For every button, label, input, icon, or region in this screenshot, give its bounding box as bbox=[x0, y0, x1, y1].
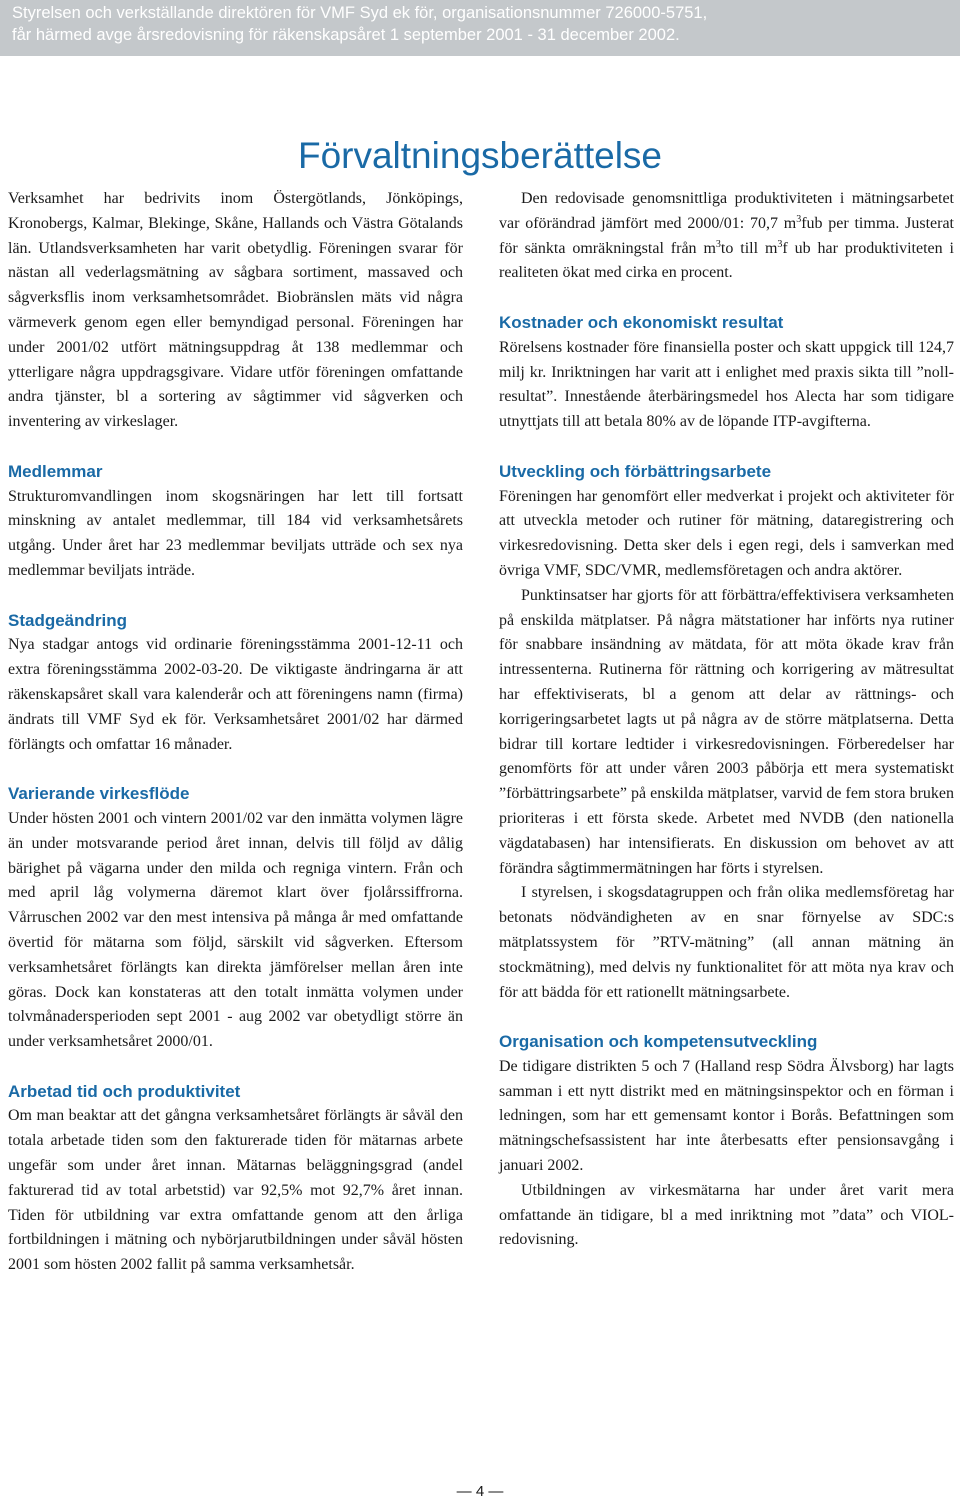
left-column bbox=[8, 187, 463, 1278]
paragraph-kostnader: Rörelsens kostnader före finansiella poster och skatt uppgick till 124,7 milj kr. Inriktningen har varit att i enlighet med praxis sikta till ”noll-resultat”. Innestående återbäringsmedel hos Alecta har som tidigare utnyttjats till att betala 80% av de löpande ITP-avgifterna. bbox=[499, 338, 954, 431]
heading-arbetad-tid: Arbetad tid och produktivitet bbox=[8, 1081, 241, 1101]
header-line-1: Styrelsen och verkställande direktören för VMF Syd ek för, organisationsnummer 726000-5751, bbox=[12, 4, 708, 22]
heading-medlemmar: Medlemmar bbox=[8, 461, 103, 481]
document-header bbox=[12, 2, 952, 46]
header-line-2: får härmed avge årsredovisning för räkenskapsåret 1 september 2001 - 31 december 2002. bbox=[12, 26, 680, 44]
paragraph-organisation-2: Utbildningen av virkesmätarna har under året varit mera omfattande än tidigare, bl a med inriktning mot ”data” och VIOL-redovisning. bbox=[499, 1181, 954, 1249]
heading-kostnader: Kostnader och ekonomiskt resultat bbox=[499, 312, 784, 332]
right-column bbox=[499, 187, 954, 1253]
heading-utveckling: Utveckling och förbättringsarbete bbox=[499, 461, 772, 481]
paragraph-utveckling-2: Punktinsatser har gjorts för att förbättra/effektivisera verksamheten på enskilda mätplatser. På några mätstationer har införts nya rutiner för snabbare insändning av mätdata, för att möta ökade krav från intressenterna. Rutinerna för rättning och korrigering av mätresultat har effektiviserats, bl a genom att delar av rättnings- och korrigeringsarbetet lagts ut på några av de större mätplatserna. Detta bidrar till kortare ledtider i virkesredovisningen. Förberedelser har genomförts för att under våren 2003 påbörja ett mera systematiskt ”förbättringsarbete” på enskilda mätplatser, varvid de fem stora bruken prioriteras i ett första skede. Arbetet med NVDB (den nationella vägdatabasen) har intensifierats. En diskussion om behovet av att förändra sågtimmermätningen har förts i styrelsen. bbox=[499, 586, 954, 877]
paragraph-utveckling-3: I styrelsen, i skogsdatagruppen och från olika medlemsföretag har betonats nödvändigheten av en snar förnyelse av SDC:s mätplatssystem för ”RTV-mätning” (all annan mätning än stockmätning), med delvis ny funktionalitet för att möta nya krav och för att bädda för ett rationellt mätningsarbete. bbox=[499, 884, 954, 1001]
intro-paragraph: Verksamhet har bedrivits inom Östergötlands, Jönköpings, Kronobergs, Kalmar, Blekinge, Skåne, Hallands och Västra Götalands län. Utlandsverksamheten har varit obetydlig. Föreningen svarar för nästan all vederlagsmätning av sågbara sortiment, massaved och sågverksflis inom verksamhetsområdet. Biobränslen mäts vid några värmeverk genom egen eller bemyndigad personal. Föreningen har under 2001/02 utfört mätningsuppdrag åt 138 medlemmar och ytterligare några uppdragsgivare. Vidare utför föreningen omfattande andra tjänster, bl a sortering av sågtimmer vid sågverken och inventering av virkeslager. bbox=[8, 190, 463, 431]
paragraph-utveckling-1: Föreningen har genomfört eller medverkat i projekt och aktiviteter för att utveckla metoder och rutiner för mätning, dataregistrering och virkesredovisning. Detta sker dels i egen regi, dels i samverkan med övriga VMF, SDC/VMR, medlemsföretagen och andra aktörer. bbox=[499, 487, 954, 579]
paragraph-stadgeandring: Nya stadgar antogs vid ordinarie föreningsstämma 2001-12-11 och extra föreningsstämma 2002-03-20. De viktigaste ändringarna är att räkenskapsåret skall vara kalenderår och att föreningens namn (firma) ändrats till VMF Syd ek för. Verksamhetsåret 2001/02 har därmed förlängts och omfattar 16 månader. bbox=[8, 636, 463, 753]
heading-organisation: Organisation och kompetensutveckling bbox=[499, 1032, 818, 1052]
page-number: — 4 — bbox=[456, 1483, 504, 1500]
heading-stadgeandring: Stadgeändring bbox=[8, 610, 128, 630]
paragraph-medlemmar: Strukturomvandlingen inom skogsnäringen har lett till fortsatt minskning av antalet medlemmar, till 184 vid verksamhetsårets utgång. Under året har 23 medlemmar beviljats utträde och sex nya medlemmar beviljats inträde. bbox=[8, 487, 463, 579]
paragraph-virkesflode: Under hösten 2001 och vintern 2001/02 var den inmätta volymen lägre än under motsvarande period året innan, delvis till följd av dålig bärighet på vägarna under den milda och regniga vintern. Från och med april låg volymerna däremot klart över fjolårssiffrorna. Vårruschen 2002 var den mest intensiva på många år med omfattande övertid för mätarna som följd, särskilt vid sågverken. Eftersom verksamhetsåret förlängts kan direkta jämförelser mellan åren inte göras. Dock kan konstateras att den totalt inmätta volymen under tolvmånadersperioden sept 2001 - aug 2002 var obetydligt större än under verksamhetsåret 2000/01. bbox=[8, 809, 463, 1051]
paragraph-produktivitet: Den redovisade genomsnittliga produktiviteten i mätningsarbetet var oförändrad jämfört med 2000/01: 70,7 $m^3fub$ per timma. Justerat för sänkta omräkningstal från $m^3to$ till $m^3f$ ub har produktiviteten i realiteten ökat med cirka en procent. bbox=[499, 190, 954, 282]
paragraph-arbetad-tid: Om man beaktar att det gångna verksamhetsåret förlängts är såväl den totala arbetade tiden som den fakturerade tiden för mätarnas arbete ungefär som under året innan. Mätarnas beläggningsgrad (andel fakturerad tid av total arbetstid) var 92,5% mot 92,7% året innan. Tiden för utbildning var extra omfattande genom att den årliga fortbildningen i mätning och nybörjarutbildningen under såväl hösten 2001 som hösten 2002 fallit på samma verksamhetsår. bbox=[8, 1107, 463, 1274]
page-title: Förvaltningsberättelse bbox=[297, 134, 663, 176]
paragraph-organisation-1: De tidigare distrikten 5 och 7 (Halland resp Södra Älvsborg) har lagts samman i ett nytt distrikt med en mätningsinspektor och en förman i ledningen, som har ett gemensamt kontor i Borås. Befattningen som mätningschefsassistent har inte återbesatts efter pensionsavgång i januari 2002. bbox=[499, 1057, 954, 1175]
heading-virkesflode: Varierande virkesflöde bbox=[8, 784, 190, 804]
